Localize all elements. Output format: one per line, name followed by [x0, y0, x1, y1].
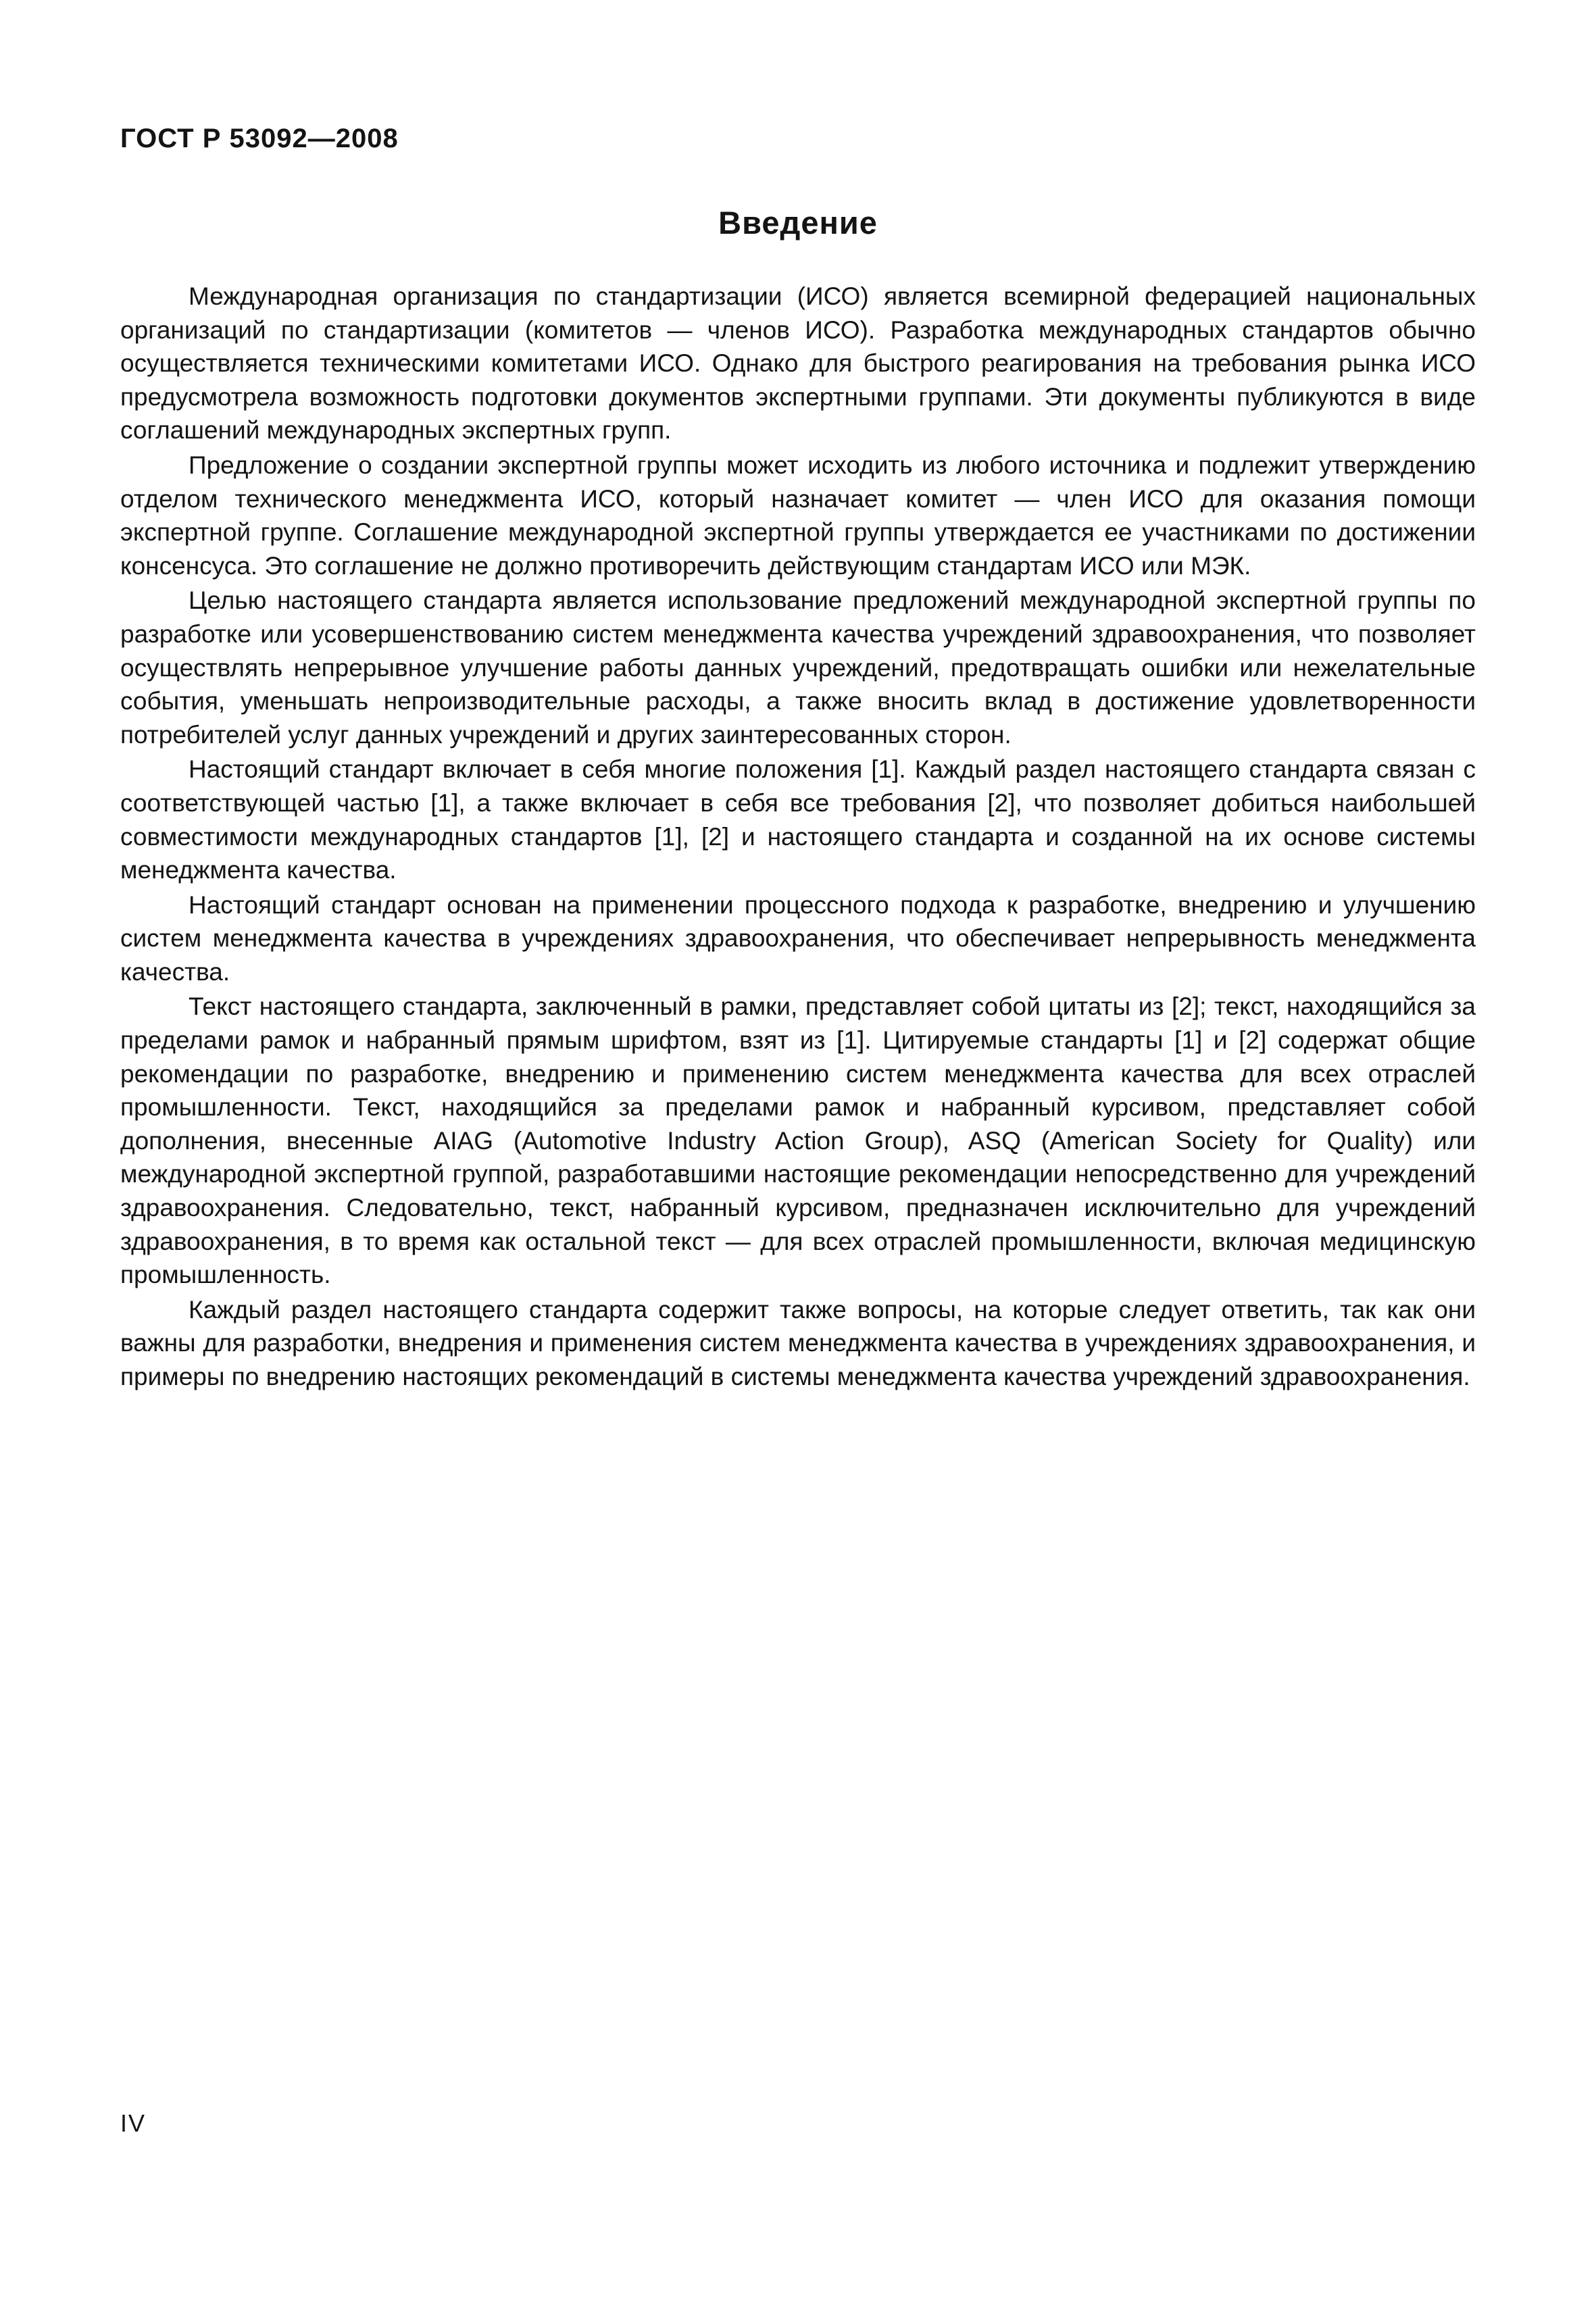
paragraph: Предложение о создании экспертной группы может исходить из любого источника и подлежит утверждению отделом технического менеджмента ИСО, который назначает комитет — член ИСО для оказания помощи экспертной группе. Соглашение международной экспертной группы утверждается ее участниками по достижении консенсуса. Это соглашение не должно противоречить действующим стандартам ИСО или МЭК. — [120, 451, 1476, 580]
paragraph: Каждый раздел настоящего стандарта содержит также вопросы, на которые следует ответить, так как они важны для разработки, внедрения и применения систем менеджмента качества в учреждениях здравоохранения, и примеры по внедрению настоящих рекомендаций в системы менеджмента качества учреждений здравоохранения. — [120, 1295, 1476, 1390]
paragraph: Международная организация по стандартизации (ИСО) является всемирной федерацией национальных организаций по стандартизации (комитетов — членов ИСО). Разработка международных стандартов обычно осуществляется техническими комитетами ИСО. Однако для быстрого реагирования на требования рынка ИСО предусмотрела возможность подготовки документов экспертными группами. Эти документы публикуются в виде соглашений международных экспертных групп. — [120, 282, 1476, 445]
paragraph: Настоящий стандарт основан на применении процессного подхода к разработке, внедрению и улучшению систем менеджмента качества в учреждениях здравоохранения, что обеспечивает непрерывность менеджмента качества. — [120, 890, 1476, 986]
paragraph: Настоящий стандарт включает в себя многие положения [1]. Каждый раздел настоящего стандарта связан с соответствующей частью [1], а также включает в себя все требования [2], что позволяет добиться наибольшей совместимости международных стандартов [1], [2] и настоящего стандарта и созданной на их основе системы менеджмента качества. — [120, 755, 1476, 884]
section-title: Введение — [718, 205, 878, 241]
body-text — [120, 280, 1476, 1395]
page-number: IV — [120, 2109, 147, 2137]
document-header: ГОСТ Р 53092—2008 — [120, 124, 399, 153]
paragraph: Целью настоящего стандарта является использование предложений международной экспертной группы по разработке или усовершенствованию систем менеджмента качества учреждений здравоохранения, что позволяет осуществлять непрерывное улучшение работы данных учреждений, предотвращать ошибки или нежелательные события, уменьшать непроизводительные расходы, а также вносить вклад в достижение удовлетворенности потребителей услуг данных учреждений и других заинтересованных сторон. — [120, 586, 1476, 749]
paragraph: Текст настоящего стандарта, заключенный в рамки, представляет собой цитаты из [2]; текст, находящийся за пределами рамок и набранный прямым шрифтом, взят из [1]. Цитируемые стандарты [1] и [2] содержат общие рекомендации по разработке, внедрению и применению систем менеджмента качества для всех отраслей промышленности. Текст, находящийся за пределами рамок и набранный курсивом, представляет собой дополнения, внесенные AIAG (Automotive Industry Action Group), ASQ (American Society for Quality) или международной экспертной группой, разработавшими настоящие рекомендации непосредственно для учреждений здравоохранения. Следовательно, текст, набранный курсивом, предназначен исключительно для учреждений здравоохранения, в то время как остальной текст — для всех отраслей промышленности, включая медицинскую промышленность. — [120, 992, 1476, 1289]
